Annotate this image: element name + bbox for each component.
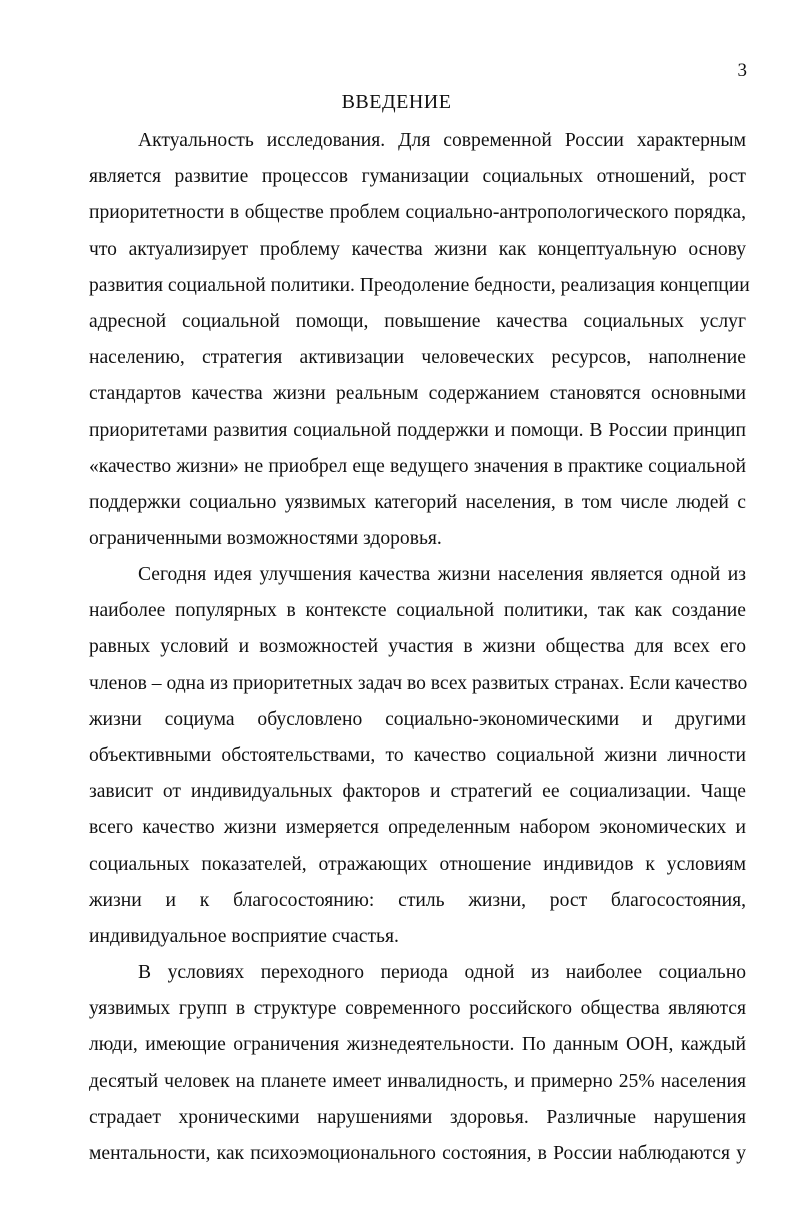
paragraph-line: десятый человек на планете имеет инвалидность, и примерно 25% населения [89,1070,746,1092]
paragraph-line: приоритетности в обществе проблем социально-антропологического порядка, [89,202,746,224]
paragraph-line: адресной социальной помощи, повышение качества социальных услуг [89,310,746,332]
paragraph-line: социальных показателей, отражающих отношение индивидов к условиям [89,853,746,875]
paragraph-line: уязвимых групп в структуре современного российского общества являются [89,998,746,1020]
paragraph-line: Актуальность исследования. Для современной России характерным [138,130,746,151]
page-title: ВВЕДЕНИЕ [341,91,452,113]
paragraph-line: поддержки социально уязвимых категорий населения, в том числе людей с [89,491,746,513]
paragraph-line: зависит от индивидуальных факторов и стратегий ее социализации. Чаще [89,781,746,803]
paragraph-line: люди, имеющие ограничения жизнедеятельности. По данным ООН, каждый [89,1034,746,1056]
paragraph-line: жизни социума обусловлено социально-экономическими и другими [89,708,746,730]
paragraph-line: приоритетами развития социальной поддержки и помощи. В России принцип [89,419,746,441]
paragraph-line: что актуализирует проблему качества жизни как концептуальную основу [89,238,746,260]
paragraph-line: Сегодня идея улучшения качества жизни населения является одной из [138,564,746,585]
paragraph-2 [89,557,746,955]
paragraph-1 [89,123,750,557]
paragraph-line: В условиях переходного периода одной из наиболее социально [138,962,746,983]
paragraph-line: стандартов качества жизни реальным содержанием становятся основными [89,383,746,405]
paragraph-line: всего качество жизни измеряется определенным набором экономических и [89,817,746,839]
paragraph-line: равных условий и возможностей участия в жизни общества для всех его [89,636,746,658]
paragraph-line: ментальности, как психоэмоционального состояния, в России наблюдаются у [89,1142,746,1164]
paragraph-line: наиболее популярных в контексте социальной политики, так как создание [89,600,746,622]
paragraph-line: «качество жизни» не приобрел еще ведущего значения в практике социальной [89,455,746,477]
paragraph-line: является развитие процессов гуманизации социальных отношений, рост [89,166,746,188]
paragraph-line: жизни и к благосостоянию: стиль жизни, рост благосостояния, [89,889,746,911]
paragraph-line: населению, стратегия активизации человеческих ресурсов, наполнение [89,347,746,369]
paragraph-line: объективными обстоятельствами, то качество социальной жизни личности [89,744,746,766]
paragraph-line: развития социальной политики. Преодоление бедности, реализация концепции [89,274,750,296]
paragraph-line: страдает хроническими нарушениями здоровья. Различные нарушения [89,1106,746,1128]
paragraph-line: членов – одна из приоритетных задач во всех развитых странах. Если качество [89,672,748,694]
page-number: 3 [737,60,747,81]
paragraph-line: индивидуальное восприятие счастья. [89,925,399,947]
paragraph-line: ограниченными возможностями здоровья. [89,528,442,550]
paragraph-3 [89,955,746,1172]
